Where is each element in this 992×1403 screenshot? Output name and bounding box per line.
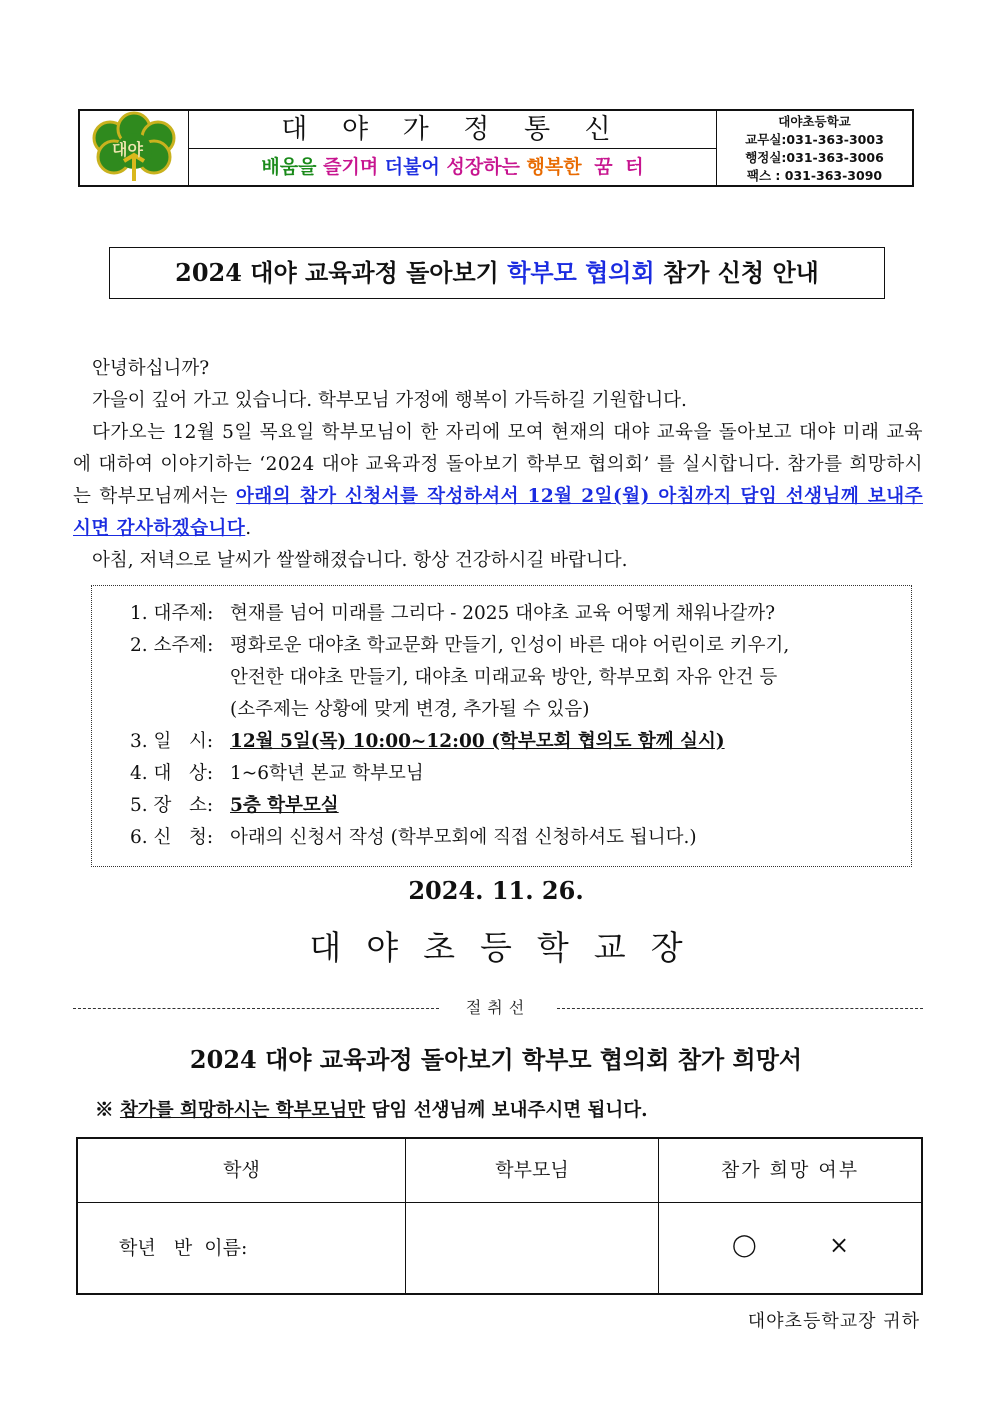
detail-value: 5층 학부모실 xyxy=(230,795,339,816)
detail-datetime xyxy=(130,726,725,758)
cut-label: 절취선 xyxy=(465,998,531,1017)
contact-fax: 팩스 : 031-363-3090 xyxy=(746,168,883,183)
detail-label: 5. 장 소: xyxy=(130,795,214,816)
form-title: 2024 대야 교육과정 돌아보기 학부모 협의회 참가 희망서 xyxy=(189,1045,803,1074)
school-logo xyxy=(80,111,187,185)
cut-dash-left xyxy=(73,1008,439,1009)
event-details xyxy=(91,585,912,867)
detail-label: 2. 소주제: xyxy=(130,635,214,656)
detail-target xyxy=(130,758,424,790)
notice-title-part1: 2024 대야 교육과정 돌아보기 xyxy=(175,258,508,287)
request-emphasis: 아래의 참가 신청서를 작성하셔서 12월 2일(월) 아침까지 담임 선생님께 보내주시면 감사하겠습니다 xyxy=(73,486,923,539)
title-cell xyxy=(189,111,717,185)
addressee: 대야초등학교장 귀하 xyxy=(747,1311,920,1332)
header-parent: 학부모님 xyxy=(406,1139,659,1203)
notice-body xyxy=(73,353,923,577)
closing-greeting: 아침, 저녁으로 날씨가 쌀쌀해졌습니다. 항상 건강하시길 바랍니다. xyxy=(92,550,628,571)
detail-label: 6. 신 청: xyxy=(130,827,214,848)
application-table xyxy=(76,1137,923,1295)
main-paragraph-end: . xyxy=(245,518,252,539)
notice-date: 2024. 11. 26. xyxy=(408,876,584,905)
header-student: 학생 xyxy=(78,1139,406,1203)
detail-value: 아래의 신청서 작성 (학부모회에 직접 신청하셔도 됩니다.) xyxy=(230,827,697,848)
contact-admin: 행정실:031-363-3006 xyxy=(745,150,884,165)
principal-signature: 대야초등학교장 xyxy=(309,928,708,967)
season-greeting: 가을이 깊어 가고 있습니다. 학부모님 가정에 행복이 가득하길 기원합니다. xyxy=(92,390,687,411)
logo-text: 대야 xyxy=(112,140,143,159)
note-underlined: 참가를 희망하시는 학부모님만 xyxy=(119,1100,366,1121)
motto-word: 더불어 xyxy=(384,156,440,178)
option-yes-circle[interactable]: ◯ xyxy=(732,1233,757,1258)
detail-application xyxy=(130,822,697,854)
student-info-field[interactable]: 학년 반 이름: xyxy=(78,1203,406,1293)
notice-title-part2: 참가 신청 안내 xyxy=(654,258,819,287)
main-paragraph xyxy=(73,417,923,545)
note-mark: ※ xyxy=(95,1100,120,1121)
newsletter-header xyxy=(78,109,914,187)
main-paragraph-text: 다가오는 12월 5일 목요일 학부모님이 한 자리에 모여 현재의 대야 교육을 돌아보고 대야 미래 교육에 대하여 이야기하는 ‘2024 대야 교육과정 돌아보기 학부모 협의회’ 를 실시합니다. 참가를 희망하시는 학부모님께서는 xyxy=(73,422,923,507)
motto-word: 행복한 xyxy=(526,156,582,178)
detail-subtopic-note: (소주제는 상황에 맞게 변경, 추가될 수 있음) xyxy=(230,699,590,720)
school-motto xyxy=(189,149,716,185)
detail-label: 3. 일 시: xyxy=(130,731,214,752)
detail-subtopic-cont: 안전한 대야초 만들기, 대야초 미래교육 방안, 학부모회 자유 안건 등 xyxy=(230,667,778,688)
detail-label: 4. 대 상: xyxy=(130,763,214,784)
header-participation: 참가 희망 여부 xyxy=(659,1139,921,1203)
detail-value: 평화로운 대야초 학교문화 만들기, 인성이 바른 대야 어린이로 키우기, xyxy=(230,635,790,656)
school-contact xyxy=(717,111,912,185)
notice-title xyxy=(109,247,885,299)
form-note xyxy=(95,1096,648,1122)
motto-word: 배움을 xyxy=(261,156,317,178)
parent-name-field[interactable] xyxy=(406,1203,659,1293)
detail-value: 1~6학년 본교 학부모님 xyxy=(230,763,424,784)
greeting: 안녕하십니까? xyxy=(92,358,210,379)
notice-title-highlight: 학부모 협의회 xyxy=(507,258,655,287)
detail-value: 현재를 넘어 미래를 그리다 - 2025 대야초 교육 어떻게 채워나갈까? xyxy=(230,603,776,624)
motto-word: 터 xyxy=(625,156,644,178)
school-name: 대야초등학교 xyxy=(778,114,851,129)
detail-value: 12월 5일(목) 10:00~12:00 (학부모회 협의도 함께 실시) xyxy=(230,731,725,752)
motto-word: 성장하는 xyxy=(446,156,520,178)
note-rest: 담임 선생님께 보내주시면 됩니다. xyxy=(365,1100,648,1121)
cut-dash-right xyxy=(557,1008,923,1009)
logo-cell xyxy=(80,111,189,185)
detail-location xyxy=(130,790,339,822)
motto-word: 꿈 xyxy=(594,156,613,178)
contact-office: 교무실:031-363-3003 xyxy=(745,132,884,147)
motto-word: 즐기며 xyxy=(323,156,379,178)
detail-main-topic xyxy=(130,598,775,630)
participation-options xyxy=(659,1203,921,1293)
option-no-cross[interactable]: × xyxy=(829,1231,850,1259)
detail-subtopic xyxy=(130,630,789,662)
cut-line xyxy=(73,996,923,1020)
detail-label: 1. 대주제: xyxy=(130,603,214,624)
newsletter-title: 대 야 가 정 통 신 xyxy=(189,111,716,149)
